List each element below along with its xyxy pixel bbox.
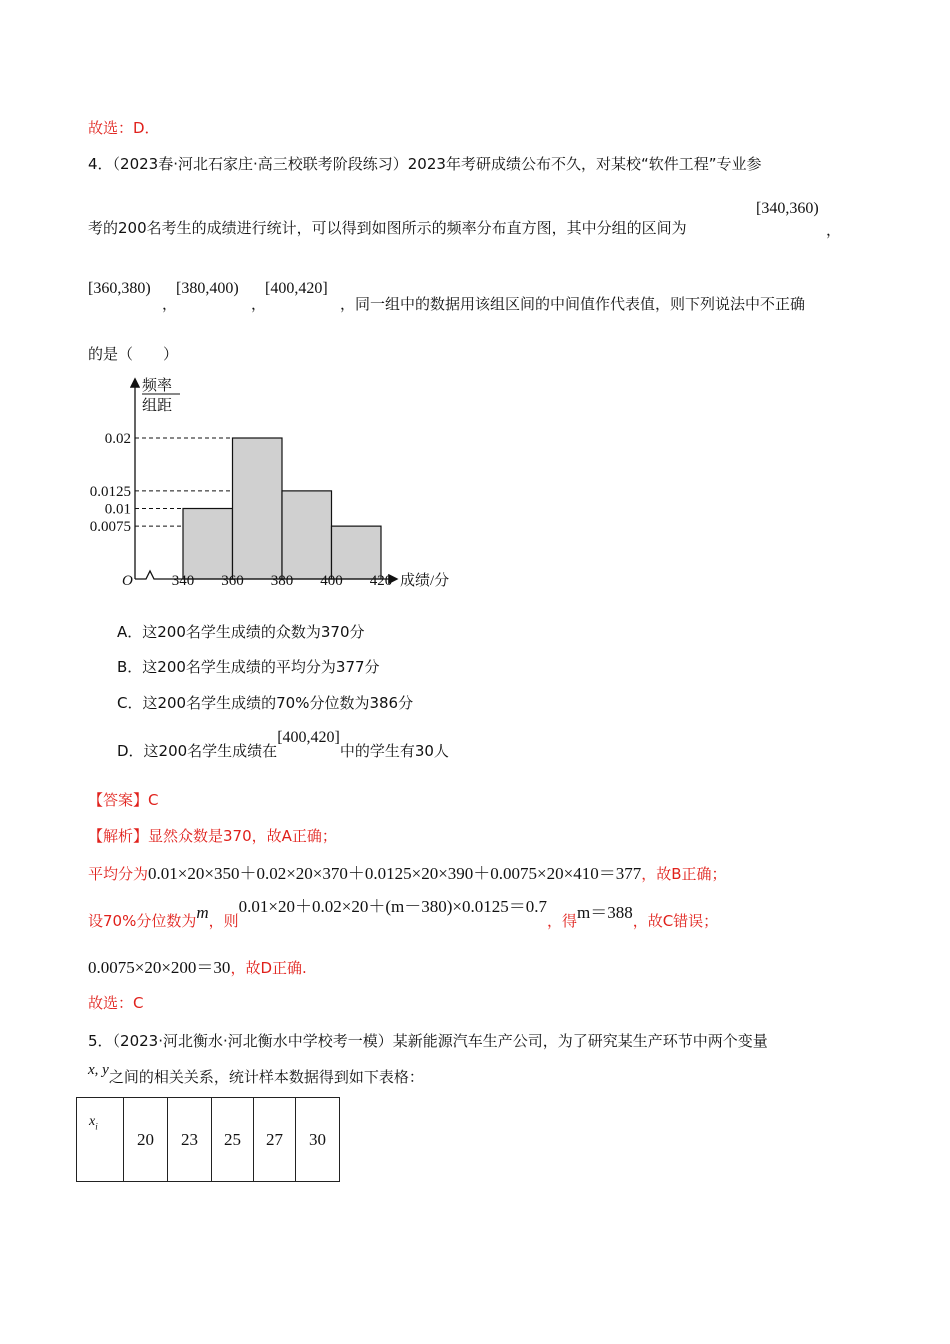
comma: ， [162,295,178,313]
q4-line2: 考的200名考生的成绩进行统计，可以得到如图所示的频率分布直方图，其中分组的区间为 [88,219,687,237]
table-cell: 23 [168,1098,212,1182]
y-tick-label: 0.0125 [89,483,131,500]
interval-400-420: [400,420] [265,280,328,297]
table-header-sub: i [95,1121,98,1132]
q5-number: 5． [88,1032,113,1050]
percentile-get: ，得 [546,912,577,930]
histogram-bar [183,509,233,580]
mean-suffix: ，故B正确； [641,865,727,883]
option-d[interactable] [117,729,449,761]
y-label-top: 频率 [142,378,173,394]
interval-340-360: [340,360) [756,200,819,217]
q4-line3: ，同一组中的数据用该组区间的中间值作代表值，则下列说法中不正确 [340,295,806,313]
q5-source: （2023·河北衡水·河北衡水中学校考一模） [112,1032,393,1050]
table-cell: 27 [254,1098,296,1182]
count-formula: 0.0075×20×200＝30 [88,958,231,977]
x-tick-label: 400 [320,573,343,589]
histogram-bar [233,438,283,579]
answer-label: 【答案】C [88,791,159,809]
table-header-cell [77,1098,124,1182]
option-d-interval: [400,420] [277,729,340,746]
frequency-histogram [80,374,460,594]
interval-380-400: [380,400) [176,280,239,297]
q4-line1 [88,153,761,174]
count-suffix: ，故D正确. [230,959,307,977]
y-label-bottom: 组距 [142,398,173,414]
option-b[interactable]: B．这200名学生成绩的平均分为377分 [117,658,380,676]
mean-prefix: 平均分为 [88,865,149,883]
analysis-line3 [88,897,719,931]
q4-source: （2023春·河北石家庄·高三校联考阶段练习） [112,155,408,173]
y-tick-label: 0.01 [104,501,131,518]
x-tick-label: 340 [171,573,195,589]
interval-360-380: [360,380) [88,280,151,297]
option-c[interactable]: C．这200名学生成绩的70%分位数为386分 [117,694,414,712]
percentile-suffix: ，故C错误； [632,912,719,930]
prev-conclusion: 故选：D． [88,119,160,137]
x-tick-label: 360 [221,573,244,589]
histogram-bar [332,526,382,579]
table-cell: 30 [296,1098,340,1182]
q5-text-1: 某新能源汽车生产公司，为了研究某生产环节中两个变量 [392,1032,768,1050]
analysis-line4 [88,953,307,978]
option-d-prefix: D．这200名学生成绩在 [117,742,278,760]
analysis-mode: 显然众数是370，故A正确； [148,827,337,845]
analysis-conclusion: 故选：C [88,994,144,1012]
analysis-line1 [88,825,337,846]
percentile-result: m＝388 [576,903,633,922]
percentile-var: m [196,903,209,922]
table-header-x: x [89,1114,96,1129]
y-tick-label: 0.0075 [89,519,131,536]
data-table [76,1097,340,1182]
q5-text-2: 之间的相关关系，统计样本数据得到如下表格： [108,1068,424,1086]
table-cell: 25 [212,1098,254,1182]
percentile-prefix: 设70%分位数为 [88,912,197,930]
table-row [77,1098,340,1182]
analysis-label: 【解析】 [88,827,149,845]
x-label: 成绩/分 [400,573,450,589]
comma: ， [251,295,267,313]
q5-vars: x, y [88,1062,109,1078]
option-a[interactable]: A．这200名学生成绩的众数为370分 [117,623,365,641]
origin-label: O [122,573,133,589]
mean-formula: 0.01×20×350＋0.02×20×370＋0.0125×20×390＋0.0075×20×410＝377 [148,864,642,883]
x-tick-label: 420 [369,573,393,589]
q4-number: 4． [88,155,113,173]
comma: ， [826,221,842,239]
table-cell: 20 [124,1098,168,1182]
q4-text-1: 2023年考研成绩公布不久，对某校“软件工程”专业参 [407,155,762,173]
y-tick-label: 0.02 [104,431,131,447]
option-d-suffix: 中的学生有30人 [339,742,449,760]
x-axis-break [135,571,160,579]
q5-line1 [88,1030,768,1051]
q4-line4: 的是（ ） [88,345,179,363]
x-tick-label: 380 [270,573,294,589]
percentile-formula: 0.01×20＋0.02×20＋(m－380)×0.0125＝0.7 [238,897,547,916]
analysis-line2 [88,859,727,884]
histogram-bar [282,491,332,579]
percentile-mid: ，则 [208,912,239,930]
q5-line2 [88,1062,424,1087]
